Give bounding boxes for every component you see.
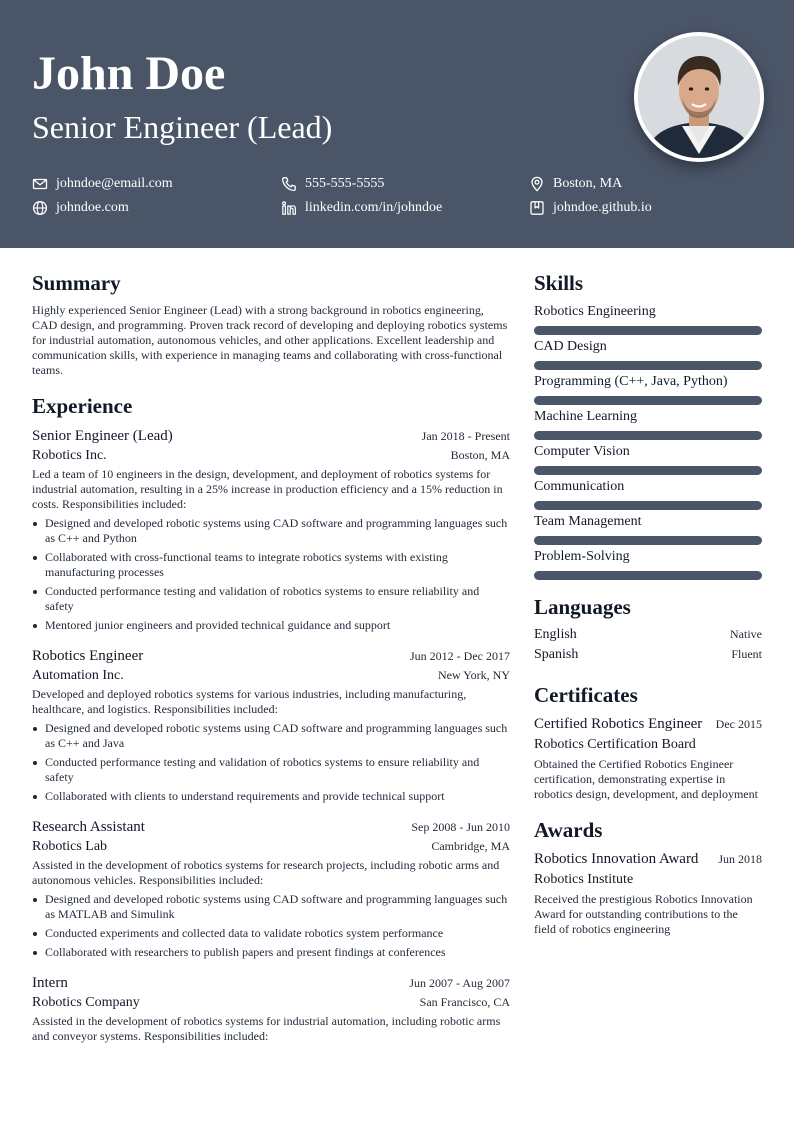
mail-icon bbox=[32, 176, 48, 192]
job-bullets bbox=[32, 892, 510, 960]
job-bullet: Collaborated with researchers to publish papers and present findings at conferences bbox=[32, 945, 510, 960]
experience-heading: Experience bbox=[32, 394, 133, 418]
job-title: Research Assistant bbox=[32, 819, 145, 835]
job-bullet: Designed and developed robotic systems using CAD software and programming languages such as MATLAB and Simulink bbox=[32, 892, 510, 922]
contact-phone-text: 555-555-5555 bbox=[305, 176, 385, 191]
awards-heading: Awards bbox=[534, 818, 603, 842]
language-item bbox=[534, 645, 762, 665]
experience-item bbox=[32, 426, 510, 633]
job-company: Robotics Inc. bbox=[32, 448, 107, 463]
skill-name: Programming (C++, Java, Python) bbox=[534, 374, 728, 389]
job-location: San Francisco, CA bbox=[419, 995, 510, 1009]
certificate-item bbox=[534, 714, 762, 802]
languages-heading: Languages bbox=[534, 595, 631, 619]
skill-bar bbox=[534, 536, 762, 545]
profile-photo bbox=[634, 32, 764, 162]
job-title: Intern bbox=[32, 975, 68, 991]
experience-item bbox=[32, 817, 510, 960]
job-company: Automation Inc. bbox=[32, 668, 124, 683]
contact-github-text: johndoe.github.io bbox=[553, 200, 652, 215]
job-bullet: Designed and developed robotic systems using CAD software and programming languages such as C++ and Python bbox=[32, 516, 510, 546]
summary-text: Highly experienced Senior Engineer (Lead) with a strong background in robotics engineering, CAD design, and programming. Proven track record of developing and deploying robotics systems for industrial automation, autonomous vehicles, and other applications. Excellent leadership and communication skills, with experience in managing teams and collaborating with cross-functional teams. bbox=[32, 303, 508, 377]
job-location: Boston, MA bbox=[450, 448, 510, 462]
job-bullet: Mentored junior engineers and provided technical guidance and support bbox=[32, 618, 510, 633]
award-title: Robotics Innovation Award bbox=[534, 851, 699, 867]
job-company: Robotics Lab bbox=[32, 839, 108, 854]
skills-heading: Skills bbox=[534, 271, 584, 295]
job-description: Assisted in the development of robotics systems for research projects, including robotic arms and autonomous vehicles. Responsibilities included: bbox=[32, 858, 500, 887]
job-description: Assisted in the development of robotics systems for industrial automation, including robotic arms and conveyor systems. Responsibilities included: bbox=[32, 1014, 501, 1043]
contact-location bbox=[529, 175, 622, 193]
skills-section bbox=[534, 270, 762, 580]
awards-section bbox=[534, 817, 762, 937]
certificate-description: Obtained the Certified Robotics Engineer certification, demonstrating expertise in robotics design, development, and deployment bbox=[534, 757, 758, 801]
skill-name: Computer Vision bbox=[534, 444, 630, 459]
skill-bar bbox=[534, 361, 762, 370]
contact-website[interactable] bbox=[32, 199, 129, 217]
language-item bbox=[534, 625, 762, 645]
contact-linkedin[interactable] bbox=[281, 199, 442, 217]
contact-email[interactable] bbox=[32, 175, 173, 193]
job-title: Robotics Engineer bbox=[32, 648, 144, 664]
language-name: Spanish bbox=[534, 647, 579, 662]
award-item bbox=[534, 849, 762, 937]
job-location: New York, NY bbox=[437, 668, 510, 682]
contact-linkedin-text: linkedin.com/in/johndoe bbox=[305, 200, 443, 215]
map-pin-icon bbox=[529, 176, 545, 192]
language-level: Native bbox=[730, 627, 762, 641]
job-description: Developed and deployed robotics systems for various industries, including manufacturing, healthcare, and logistics. Responsibilities included: bbox=[32, 687, 467, 716]
skill-name: Team Management bbox=[534, 514, 642, 529]
job-dates: Jun 2012 - Dec 2017 bbox=[410, 649, 510, 663]
languages-section bbox=[534, 594, 762, 665]
skill-bar bbox=[534, 571, 762, 580]
job-location: Cambridge, MA bbox=[431, 839, 510, 853]
linkedin-icon bbox=[281, 200, 297, 216]
skill-bar bbox=[534, 466, 762, 475]
job-dates: Jan 2018 - Present bbox=[421, 429, 510, 443]
contact-website-text: johndoe.com bbox=[56, 200, 129, 215]
job-bullet: Conducted performance testing and validation of robotics systems to ensure reliability and safety bbox=[32, 584, 510, 614]
candidate-name: John Doe bbox=[32, 47, 226, 100]
job-bullets bbox=[32, 516, 510, 633]
job-bullet: Collaborated with clients to understand requirements and provide technical support bbox=[32, 789, 510, 804]
contact-location-text: Boston, MA bbox=[553, 176, 623, 191]
contact-github[interactable] bbox=[529, 199, 652, 217]
award-issuer: Robotics Institute bbox=[534, 872, 634, 887]
job-bullet: Conducted experiments and collected data to validate robotics system performance bbox=[32, 926, 510, 941]
certificate-title: Certified Robotics Engineer bbox=[534, 716, 703, 732]
candidate-title: Senior Engineer (Lead) bbox=[32, 109, 333, 145]
contact-phone[interactable] bbox=[281, 175, 384, 193]
experience-item bbox=[32, 646, 510, 804]
side-column bbox=[534, 270, 762, 937]
job-bullet: Designed and developed robotic systems using CAD software and programming languages such as C++ and Java bbox=[32, 721, 510, 751]
job-bullet: Collaborated with cross-functional teams to integrate robotics systems with existing manufacturing processes bbox=[32, 550, 510, 580]
skills-list bbox=[534, 303, 762, 580]
skill-name: Problem-Solving bbox=[534, 549, 630, 564]
summary-section bbox=[32, 270, 510, 378]
award-description: Received the prestigious Robotics Innovation Award for outstanding contributions to the field of robotics engineering bbox=[534, 892, 753, 936]
skill-bar bbox=[534, 396, 762, 405]
skill-bar bbox=[534, 431, 762, 440]
resume-header bbox=[0, 0, 794, 248]
globe-icon bbox=[32, 200, 48, 216]
job-bullet: Conducted performance testing and validation of robotics systems to ensure reliability and safety bbox=[32, 755, 510, 785]
job-dates: Jun 2007 - Aug 2007 bbox=[409, 976, 510, 990]
language-name: English bbox=[534, 627, 577, 642]
skill-name: Communication bbox=[534, 479, 625, 494]
job-title: Senior Engineer (Lead) bbox=[32, 428, 173, 444]
skill-bar bbox=[534, 501, 762, 510]
summary-heading: Summary bbox=[32, 271, 121, 295]
skill-name: Machine Learning bbox=[534, 409, 638, 424]
job-description: Led a team of 10 engineers in the design, development, and deployment of robotics systems for industrial automation, resulting in a 25% increase in production efficiency and a 15% reduction in costs. Responsibilities included: bbox=[32, 467, 503, 511]
certificates-heading: Certificates bbox=[534, 683, 638, 707]
award-date: Jun 2018 bbox=[718, 852, 762, 866]
job-bullets bbox=[32, 721, 510, 804]
certificate-issuer: Robotics Certification Board bbox=[534, 737, 696, 752]
contact-email-text: johndoe@email.com bbox=[56, 176, 173, 191]
skill-bar bbox=[534, 326, 762, 335]
skill-name: CAD Design bbox=[534, 339, 607, 354]
main-column bbox=[32, 270, 510, 1044]
certificates-section bbox=[534, 682, 762, 802]
portfolio-icon bbox=[529, 200, 545, 216]
job-company: Robotics Company bbox=[32, 995, 140, 1010]
job-dates: Sep 2008 - Jun 2010 bbox=[411, 820, 510, 834]
skill-name: Robotics Engineering bbox=[534, 304, 656, 319]
phone-icon bbox=[281, 176, 297, 192]
language-level: Fluent bbox=[731, 647, 762, 661]
experience-section bbox=[32, 393, 510, 1044]
certificate-date: Dec 2015 bbox=[715, 717, 762, 731]
experience-item bbox=[32, 973, 510, 1044]
